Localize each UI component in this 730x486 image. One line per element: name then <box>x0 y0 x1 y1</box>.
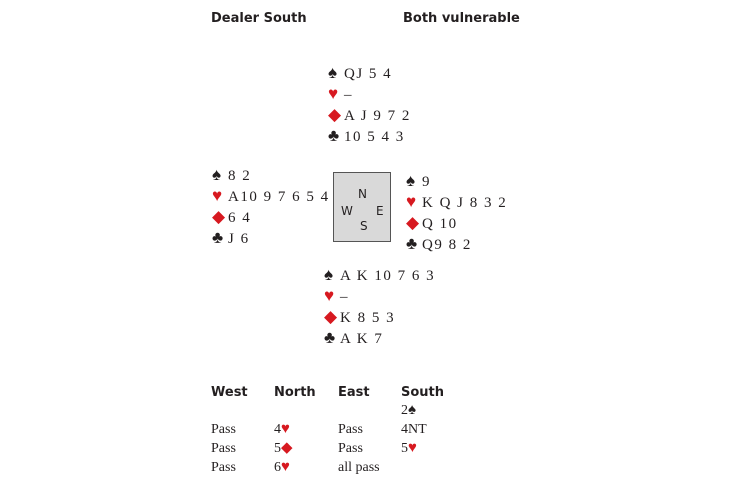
south-diamonds <box>324 306 435 327</box>
spade-icon: ♠ <box>212 165 223 184</box>
auction-header-east: East <box>338 385 370 400</box>
north-spades-cards: QJ 5 4 <box>344 66 393 82</box>
west-diamonds-cards: 6 4 <box>228 210 252 226</box>
diamond-icon: ◆ <box>281 440 293 456</box>
diamond-icon: ◆ <box>328 105 343 124</box>
south-clubs-cards: A K 7 <box>340 331 384 347</box>
auction-south <box>401 384 481 477</box>
heart-icon: ♥ <box>281 421 290 437</box>
dealer-label: Dealer South <box>211 11 307 26</box>
south-hearts-cards: – <box>340 289 349 305</box>
south-diamonds-cards: K 8 5 3 <box>340 310 396 326</box>
west-hearts <box>212 185 330 206</box>
auction-bid: Pass <box>211 422 236 437</box>
east-spades-cards: 9 <box>422 174 431 190</box>
club-icon: ♣ <box>212 228 225 247</box>
east-hearts-cards: K Q J 8 3 2 <box>422 195 508 211</box>
north-clubs-cards: 10 5 4 3 <box>344 129 405 145</box>
auction-header-west: West <box>211 385 248 400</box>
north-diamonds <box>328 104 411 125</box>
bid-level: 2 <box>401 403 408 418</box>
east-hand <box>406 170 507 254</box>
heart-icon: ♥ <box>408 440 417 456</box>
club-icon: ♣ <box>324 328 337 347</box>
south-spades-cards: A K 10 7 6 3 <box>340 268 436 284</box>
compass-east: E <box>376 204 384 218</box>
south-spades <box>324 264 435 285</box>
north-diamonds-cards: A J 9 7 2 <box>344 108 411 124</box>
auction-bid <box>401 439 481 458</box>
auction-header-north: North <box>274 385 316 400</box>
auction-bid: all pass <box>338 460 380 475</box>
heart-icon: ♥ <box>212 186 224 205</box>
north-spades <box>328 62 411 83</box>
bid-level: 5 <box>401 441 408 456</box>
spade-icon: ♠ <box>324 265 335 284</box>
east-diamonds-cards: Q 10 <box>422 216 458 232</box>
spade-icon: ♠ <box>406 171 417 190</box>
club-icon: ♣ <box>406 234 419 253</box>
south-clubs <box>324 327 435 348</box>
auction-bid: 4NT <box>401 422 427 437</box>
spade-icon: ♠ <box>328 63 339 82</box>
auction-bid <box>401 458 481 477</box>
auction-bid: Pass <box>211 460 236 475</box>
heart-icon: ♥ <box>328 84 340 103</box>
west-clubs-cards: J 6 <box>228 231 250 247</box>
east-clubs-cards: Q9 8 2 <box>422 237 472 253</box>
heart-icon: ♥ <box>324 286 336 305</box>
auction-bid <box>401 401 481 420</box>
compass-west: W <box>341 204 353 218</box>
spade-icon: ♠ <box>408 402 416 418</box>
compass-south: S <box>360 219 368 233</box>
east-diamonds <box>406 212 507 233</box>
diamond-icon: ◆ <box>212 207 227 226</box>
auction-bid: Pass <box>338 422 363 437</box>
west-spades <box>212 164 330 185</box>
west-hand <box>212 164 330 248</box>
vulnerability-label: Both vulnerable <box>403 11 520 26</box>
south-hand <box>324 264 435 348</box>
bid-level: 5 <box>274 441 281 456</box>
east-spades <box>406 170 507 191</box>
heart-icon: ♥ <box>281 459 290 475</box>
south-hearts <box>324 285 435 306</box>
heart-icon: ♥ <box>406 192 418 211</box>
diamond-icon: ◆ <box>406 213 421 232</box>
north-hearts <box>328 83 411 104</box>
west-spades-cards: 8 2 <box>228 168 252 184</box>
north-hand <box>328 62 411 146</box>
north-clubs <box>328 125 411 146</box>
east-hearts <box>406 191 507 212</box>
east-clubs <box>406 233 507 254</box>
club-icon: ♣ <box>328 126 341 145</box>
auction-header-south: South <box>401 385 445 400</box>
diamond-icon: ◆ <box>324 307 339 326</box>
west-diamonds <box>212 206 330 227</box>
bid-level: 4 <box>274 422 281 437</box>
auction-bid: Pass <box>211 441 236 456</box>
west-hearts-cards: A10 9 7 6 5 4 <box>228 189 330 205</box>
west-clubs <box>212 227 330 248</box>
table-compass <box>333 172 391 242</box>
compass-north: N <box>358 187 367 201</box>
auction-bid: Pass <box>338 441 363 456</box>
north-hearts-cards: – <box>344 87 353 103</box>
bid-level: 6 <box>274 460 281 475</box>
